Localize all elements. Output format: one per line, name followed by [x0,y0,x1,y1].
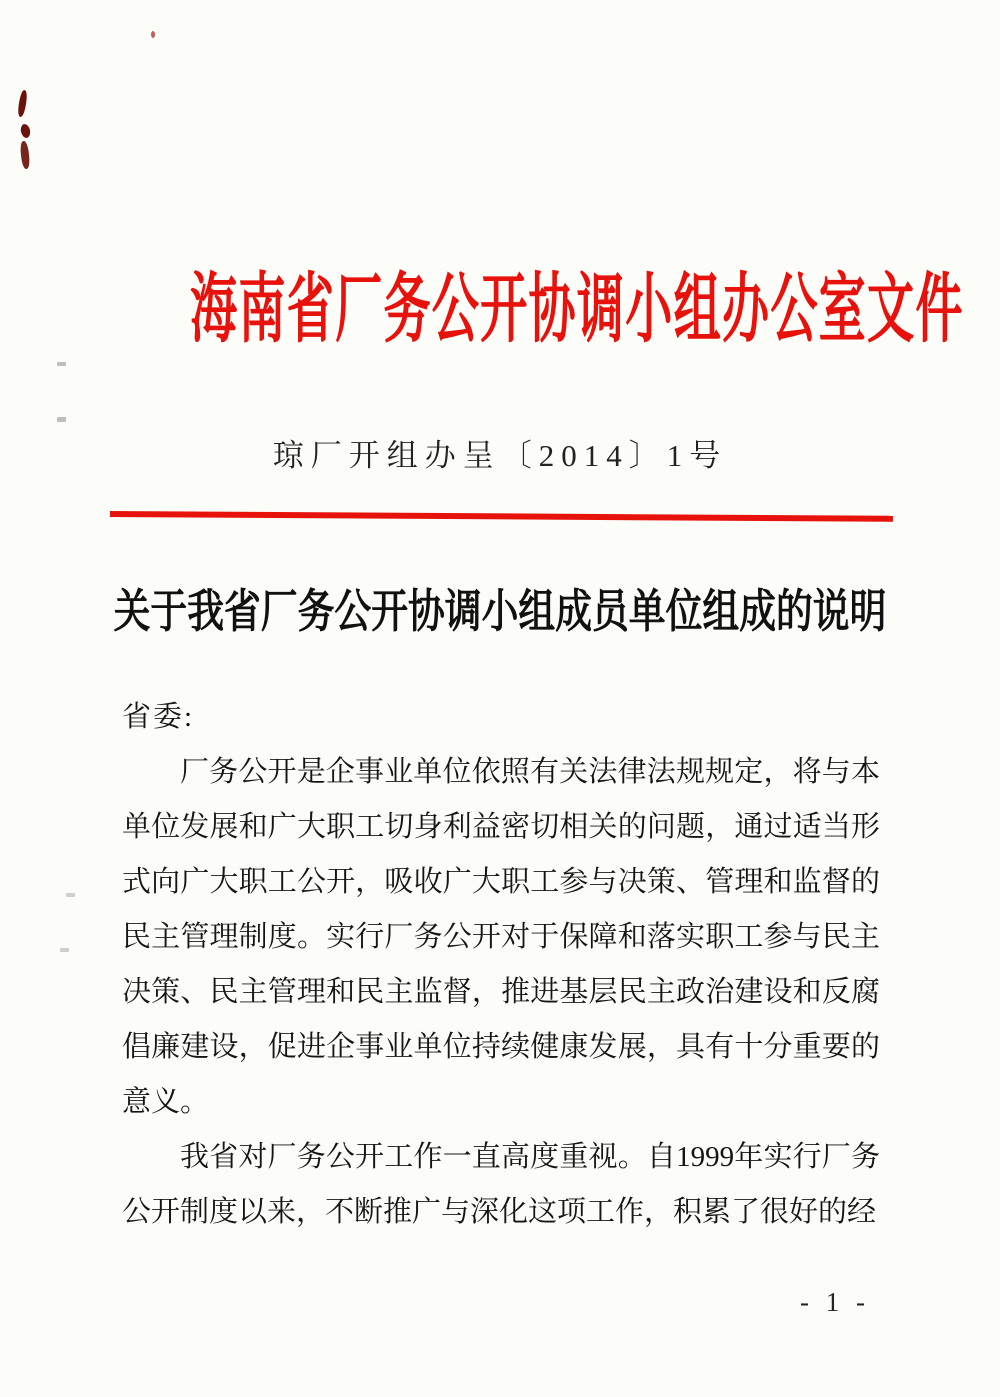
page-number: - 1 - [800,1287,870,1317]
salutation: 省委: [122,701,195,733]
ink-stain [20,123,32,139]
scan-artifact [66,893,75,897]
scan-artifact [57,417,66,422]
document-number: 琼厂开组办呈〔2014〕1号 [272,438,728,473]
scan-artifact [60,948,69,952]
letterhead-divider-line [110,511,893,522]
body-paragraph-2: 我省对厂务公开工作一直高度重视。自1999年实行厂务公开制度以来，不断推广与深化这项工作，积累了很好的经 [122,1141,880,1228]
ink-speck [151,31,155,38]
letterhead-title: 海南省厂务公开协调小组办公室文件 [190,268,964,352]
document-body [122,690,880,1240]
body-paragraph-1: 厂务公开是企事业单位依照有关法律法规规定，将与本单位发展和广大职工切身利益密切相关的问题，通过适当形式向广大职工公开，吸收广大职工参与决策、管理和监督的民主管理制度。实行厂务公开对于保障和落实职工参与民主决策、民主管理和民主监督，推进基层民主政治建设和反腐倡廉建设，促进企事业单位持续健康发展，具有十分重要的意义。 [122,756,880,1118]
ink-stain [20,141,31,170]
document-title: 关于我省厂务公开协调小组成员单位组成的说明 [113,585,887,637]
ink-stain [17,90,28,118]
scan-artifact [57,362,66,366]
